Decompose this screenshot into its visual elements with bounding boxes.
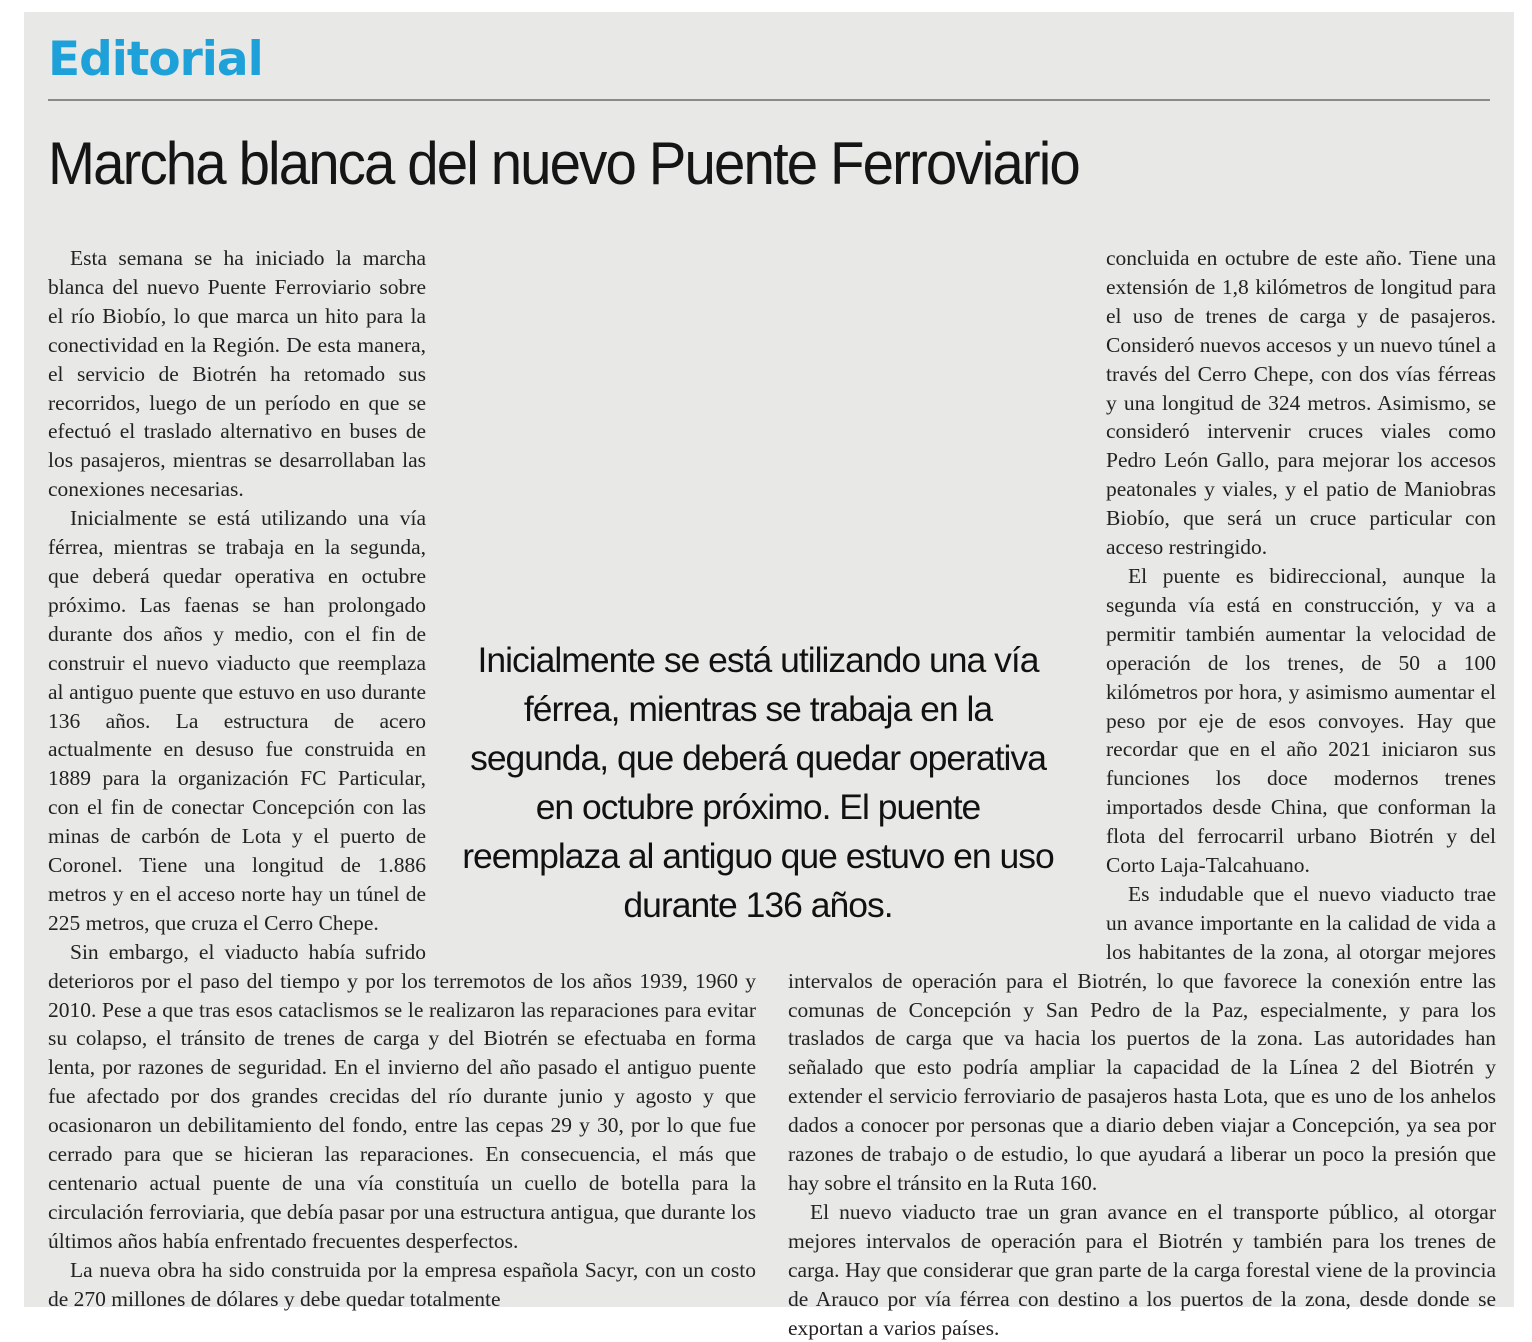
paragraph: Esta semana se ha iniciado la marcha blanca del nuevo Puente Ferroviario sobre el río Biobío, lo que marca un hito para la conectividad en la Región. De esta manera, el servicio de Biotrén ha retomado sus recorridos, luego de un período en que se efectuó el traslado alternativo en buses de los pasajeros, mientras se desarrollaban las conexiones necesarias. bbox=[48, 246, 426, 502]
section-divider bbox=[48, 99, 1490, 101]
pull-quote: Inicialmente se está utilizando una vía férrea, mientras se trabaja en la segunda, que deberá quedar operativa en octubre próximo. El puente reemplaza al antiguo que estuvo en uso durante 136 años. bbox=[462, 640, 1054, 925]
paragraph: Inicialmente se está utilizando una vía férrea, mientras se trabaja en la segunda, que deberá quedar operativa en octubre próximo. Las faenas se han prolongado durante dos años y medio, con el fin de construir el nuevo viaducto que reemplaza al antiguo puente que estuvo en uso durante 136 años. La estructura de acero actualmente en desuso fue construida en 1889 para la organización FC Particular, con el fin de conectar Concepción con las minas de carbón de Lota y el puerto de Coronel. Tiene una longitud de 1.886 metros y en el acceso norte hay un túnel de 225 metros, que cruza el Cerro Chepe. bbox=[48, 506, 426, 935]
headline: Marcha blanca del nuevo Puente Ferroviario bbox=[48, 130, 1079, 197]
paragraph: El nuevo viaducto trae un gran avance en el transporte público, al otorgar mejores intervalos de operación para el Biotrén y también para los trenes de carga. Hay que considerar que gran parte de la carga forestal viene de la provincia de Arauco por vía férrea con destino a los puertos de la zona, desde donde se exportan a varios países. bbox=[788, 1199, 1496, 1340]
paragraph: El puente es bidireccional, aunque la segunda vía está en construcción, y va a permitir también aumentar la velocidad de operación de los trenes, de 50 a 100 kilómetros por hora, y asimismo aumentar el peso por eje de esos convoyes. Hay que recordar que en el año 2021 iniciaron sus funciones los doce modernos trenes importados desde China, que conforman la flota del ferrocarril urbano Biotrén y del Corto Laja-Talcahuano. bbox=[1106, 563, 1496, 878]
paragraph: Es indudable que el nuevo viaducto trae un avance importante en la calidad de vida a los habitantes de la zona, al otorgar mejores intervalos de operación para el Biotrén, lo que favorece la conexión entre las comunas de Concepción y San Pedro de la Paz, especialmente, y para los traslados de carga que va hacia los puertos de la zona. Las autoridades han señalado que esto podría ampliar la capacidad de la Línea 2 del Biotrén y extender el servicio ferroviario de pasajeros hasta Lota, que es uno de los anhelos dados a conocer por personas que a diario deben viajar a Concepción, ya sea por razones de trabajo o de estudio, lo que ayudará a liberar un poco la presión que hay sobre el tránsito en la Ruta 160. bbox=[788, 881, 1496, 1195]
paragraph: concluida en octubre de este año. Tiene una extensión de 1,8 kilómetros de longitud para el uso de trenes de carga y de pasajeros. Consideró nuevos accesos y un nuevo túnel a través del Cerro Chepe, con dos vías férreas y una longitud de 324 metros. Asimismo, se consideró intervenir cruces viales como Pedro León Gallo, para mejorar los accesos peatonales y viales, y el patio de Maniobras Biobío, que será un cruce particular con acceso restringido. bbox=[1106, 246, 1496, 560]
section-label: Editorial bbox=[48, 32, 263, 87]
paragraph: La nueva obra ha sido construida por la empresa española Sacyr, con un costo de 270 millones de dólares y debe quedar totalmente bbox=[48, 1257, 756, 1311]
paragraph: Sin embargo, el viaducto había sufrido deterioros por el paso del tiempo y por los terremotos de los años 1939, 1960 y 2010. Pese a que tras esos cataclismos se le realizaron las reparaciones para evitar su colapso, el tránsito de trenes de carga y del Biotrén se efectuaba en forma lenta, por razones de seguridad. En el invierno del año pasado el antiguo puente fue afectado por dos grandes crecidas del río durante junio y agosto y que ocasionaron un debilitamiento del fondo, entre las cepas 29 y 30, por lo que fue cerrado para que se hicieran las reparaciones. En consecuencia, el más que centenario actual puente de una vía constituía un cuello de botella para la circulación ferroviaria, que debía pasar por una estructura antigua, que durante los últimos años había enfrentado frecuentes desperfectos. bbox=[48, 939, 756, 1253]
